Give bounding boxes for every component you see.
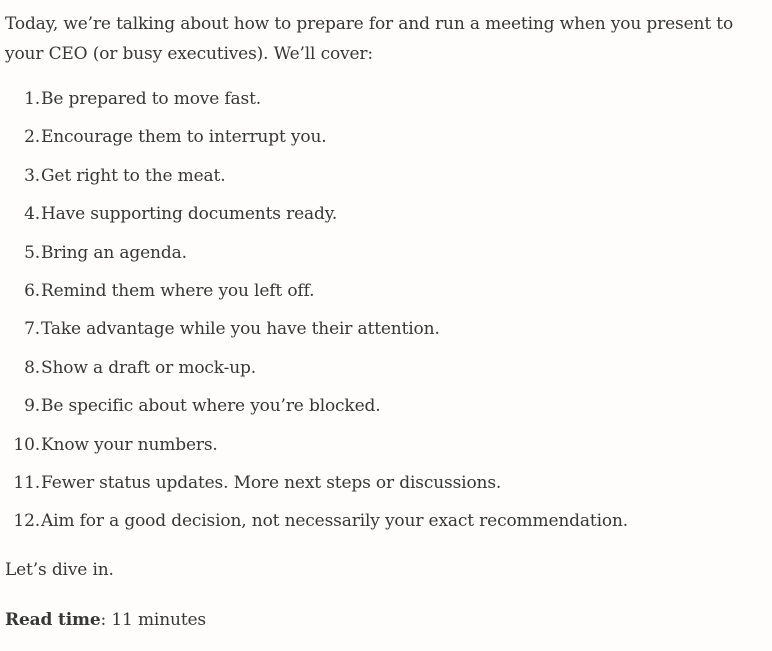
list-item-number: 12. [13, 511, 40, 532]
list-item-number: 3. [24, 165, 40, 186]
read-time-separator: : [100, 609, 112, 630]
list-item-text: Know your numbers. [41, 434, 218, 455]
list-item [5, 319, 768, 357]
list-item [5, 511, 768, 549]
list-item [5, 473, 768, 511]
topics-list [5, 89, 768, 550]
list-item-number: 1. [24, 89, 40, 109]
list-item-text: Aim for a good decision, not necessarily your exact recommendation. [41, 511, 629, 532]
list-item-text: Fewer status updates. More next steps or discussions. [41, 472, 502, 493]
list-item [5, 89, 768, 127]
closing-paragraph: Let’s dive in. [5, 559, 114, 580]
list-item-text: Get right to the meat. [41, 165, 226, 186]
list-item-text: Show a draft or mock-up. [41, 357, 257, 378]
list-item [5, 127, 768, 165]
intro-paragraph: Today, we’re talking about how to prepare for and run a meeting when you present to your CEO (or busy executives). We’ll cover: [5, 14, 734, 64]
list-item-text: Be specific about where you’re blocked. [41, 396, 381, 417]
read-time-value: 11 minutes [111, 609, 206, 630]
list-item-text: Bring an agenda. [41, 242, 187, 263]
list-item [5, 281, 768, 319]
list-item-text: Remind them where you left off. [41, 280, 315, 301]
list-item [5, 166, 768, 204]
list-item-number: 4. [24, 204, 40, 225]
list-item [5, 358, 768, 396]
read-time-label: Read time [5, 609, 101, 630]
list-item [5, 396, 768, 434]
list-item-number: 7. [24, 319, 40, 340]
list-item [5, 435, 768, 473]
list-item-number: 11. [13, 472, 40, 493]
list-item-text: Have supporting documents ready. [41, 204, 338, 225]
read-time [5, 610, 768, 631]
list-item [5, 243, 768, 281]
list-item-number: 6. [24, 280, 40, 301]
list-item-number: 9. [24, 396, 40, 417]
list-item-number: 2. [24, 127, 40, 148]
list-item-text: Encourage them to interrupt you. [41, 127, 327, 148]
list-item-text: Be prepared to move fast. [41, 89, 262, 109]
list-item-number: 5. [24, 242, 40, 263]
list-item-number: 10. [13, 434, 40, 455]
list-item-number: 8. [24, 357, 40, 378]
list-item-text: Take advantage while you have their attention. [41, 319, 440, 340]
article-body [0, 10, 772, 631]
list-item [5, 204, 768, 242]
